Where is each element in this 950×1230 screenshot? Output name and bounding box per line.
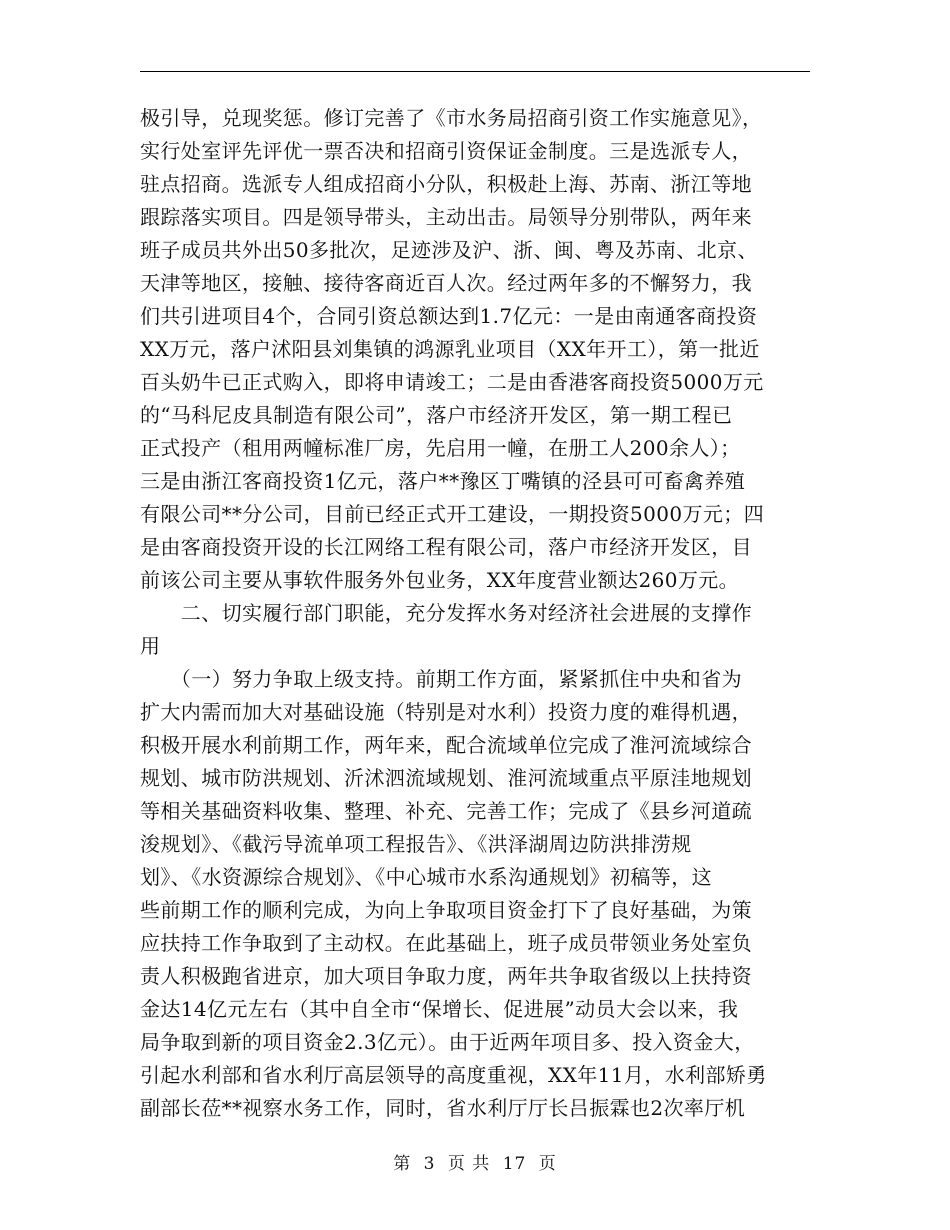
text-line: 应扶持工作争取到了主动权。在此基础上，班子成员带领业务处室负 (140, 931, 752, 955)
text-line: 些前期工作的顺利完成，为向上争取项目资金打下了良好基础，为策 (140, 898, 752, 922)
text-line: 引起水利部和省水利厅高层领导的高度重视，XX年11月，水利部矫勇 (140, 1063, 767, 1087)
footer-suffix: 页 (538, 1154, 557, 1174)
text-line: 局争取到新的项目资金2.3亿元）。由于近两年项目多、投入资金大， (140, 1030, 755, 1054)
text-line: 的“马科尼皮具制造有限公司”，落户市经济开发区，第一期工程已 (140, 403, 733, 427)
text-line: （一）努力争取上级支持。前期工作方面，紧紧抓住中央和省为 (140, 667, 742, 691)
text-line: 金达14亿元左右（其中自全市“保增长、促进展”动员大会以来，我 (140, 997, 739, 1021)
text-line: 等相关基础资料收集、整理、补充、完善工作；完成了《县乡河道疏 (140, 799, 752, 823)
current-page-number: 3 (423, 1154, 436, 1174)
section-heading-line: 二、切实履行部门职能，充分发挥水务对经济社会进展的支撑作 (140, 601, 752, 625)
text-line: 班子成员共外出50多批次，足迹涉及沪、浙、闽、粤及苏南、北京、 (140, 238, 758, 262)
text-line: 驻点招商。选派专人组成招商小分队，积极赴上海、苏南、浙江等地 (140, 172, 752, 196)
text-line: 有限公司**分公司，目前已经正式开工建设，一期投资5000万元；四 (140, 502, 765, 526)
text-line: 跟踪落实项目。四是领导带头，主动出击。局领导分别带队，两年来 (140, 205, 752, 229)
text-line: 是由客商投资开设的长江网络工程有限公司，落户市经济开发区，目 (140, 535, 752, 559)
text-line: 前该公司主要从事软件服务外包业务，XX年度营业额达260万元。 (140, 568, 740, 592)
text-line: 浚规划》、《截污导流单项工程报告》、《洪泽湖周边防洪排涝规 (140, 832, 692, 856)
text-line: 划》、《水资源综合规划》、《中心城市水系沟通规划》初稿等，这 (140, 865, 712, 889)
text-line: 正式投产（租用两幢标准厂房，先启用一幢，在册工人200余人）； (140, 436, 741, 460)
text-line: 百头奶牛已正式购入，即将申请竣工；二是由香港客商投资5000万元 (140, 370, 764, 394)
text-line: XX万元，落户沭阳县刘集镇的鸿源乳业项目（XX年开工），第一批近 (140, 337, 760, 361)
text-line: 三是由浙江客商投资1亿元，落户**豫区丁嘴镇的泾县可可畜禽养殖 (140, 469, 746, 493)
text-line: 积极开展水利前期工作，两年来，配合流域单位完成了淮河流域综合 (140, 733, 752, 757)
text-line: 副部长莅**视察水务工作，同时，省水利厅厅长吕振霖也2次率厅机 (140, 1096, 746, 1120)
text-line: 实行处室评先评优一票否决和招商引资保证金制度。三是选派专人， (140, 139, 752, 163)
footer-middle: 页 共 (447, 1154, 491, 1174)
text-line: 们共引进项目4个，合同引资总额达到1.7亿元：一是由南通客商投资 (140, 304, 758, 328)
footer-prefix: 第 (393, 1154, 412, 1174)
text-line: 规划、城市防洪规划、沂沭泗流域规划、淮河流域重点平原洼地规划 (140, 766, 752, 790)
document-body (140, 102, 815, 1125)
header-rule (140, 71, 810, 72)
text-line: 极引导，兑现奖惩。修订完善了《市水务局招商引资工作实施意见》， (140, 106, 763, 130)
page-footer (0, 1152, 950, 1176)
total-pages-number: 17 (502, 1154, 527, 1174)
text-line: 责人积极跑省进京，加大项目争取力度，两年共争取省级以上扶持资 (140, 964, 752, 988)
section-heading-line: 用 (140, 634, 161, 658)
text-line: 天津等地区，接触、接待客商近百人次。经过两年多的不懈努力，我 (140, 271, 752, 295)
text-line: 扩大内需而加大对基础设施（特别是对水利）投资力度的难得机遇， (140, 700, 752, 724)
